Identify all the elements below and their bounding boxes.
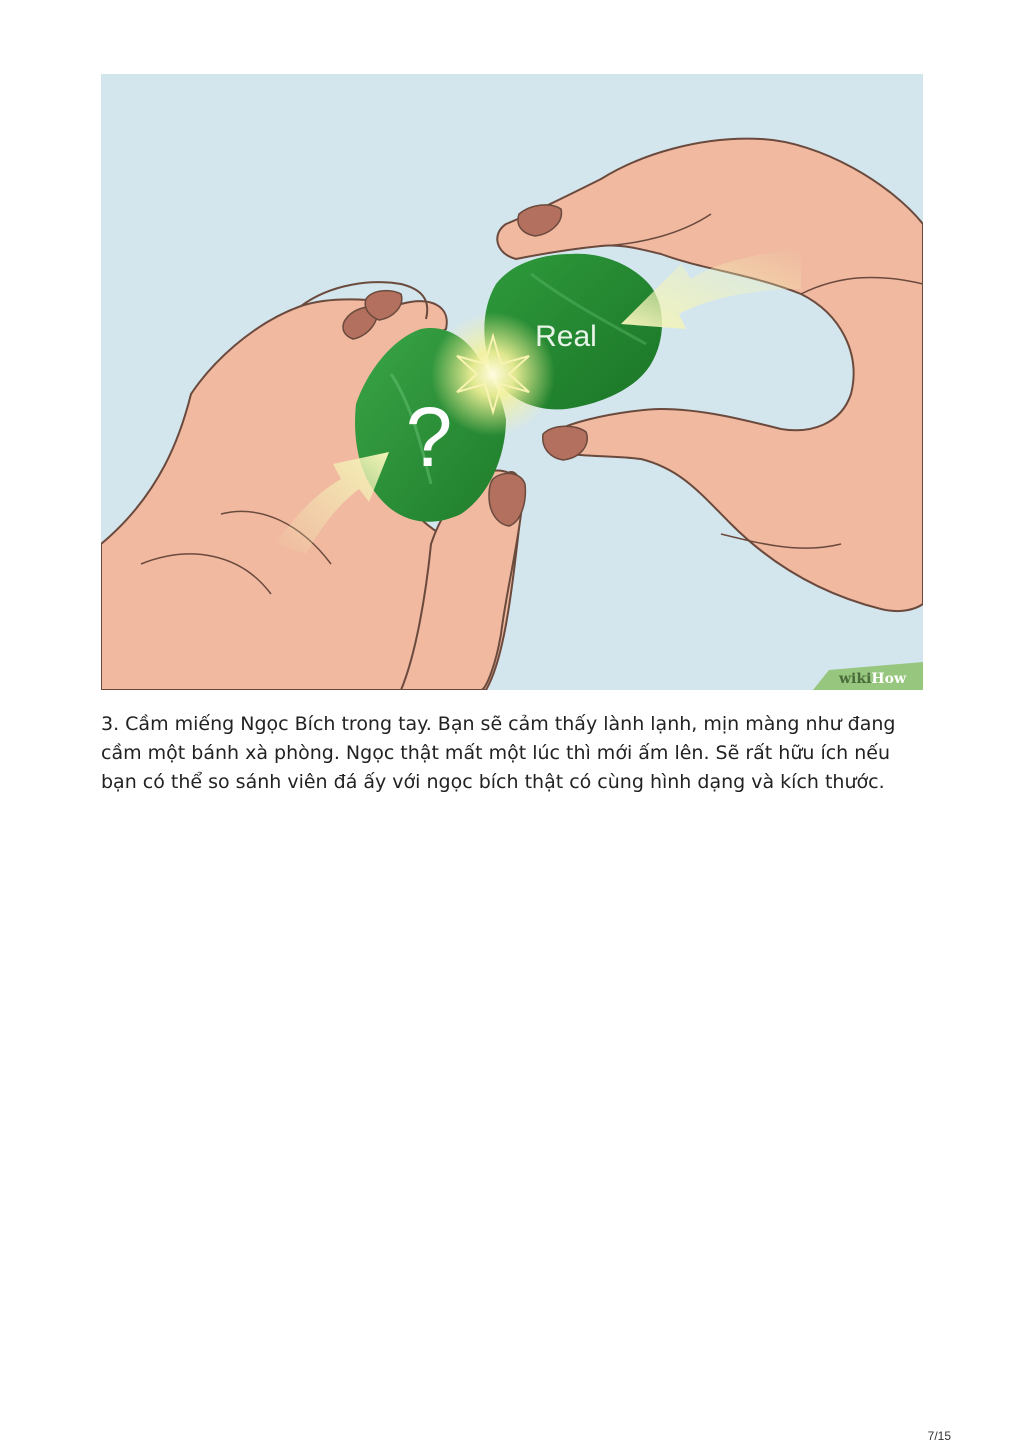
svg-text:wikiHow (838, 671, 907, 687)
watermark-wiki: wiki (839, 671, 872, 687)
jade-illustration (101, 74, 923, 690)
body-paragraph: 3. Cầm miếng Ngọc Bích trong tay. Bạn sẽ cảm thấy lành lạnh, mịn màng như đang cầm một bánh xà phòng. Ngọc thật mất một lúc thì mới ấm lên. Sẽ rất hữu ích nếu bạn có thể so sánh viên đá ấy với ngọc bích thật có cùng hình dạng và kích thước. (101, 713, 896, 793)
page-number: 7/15 (927, 1429, 951, 1443)
watermark-how: How (871, 671, 907, 687)
jade-illustration-svg (101, 74, 923, 690)
question-mark-label: ? (405, 390, 453, 484)
real-label: Real (535, 320, 597, 353)
